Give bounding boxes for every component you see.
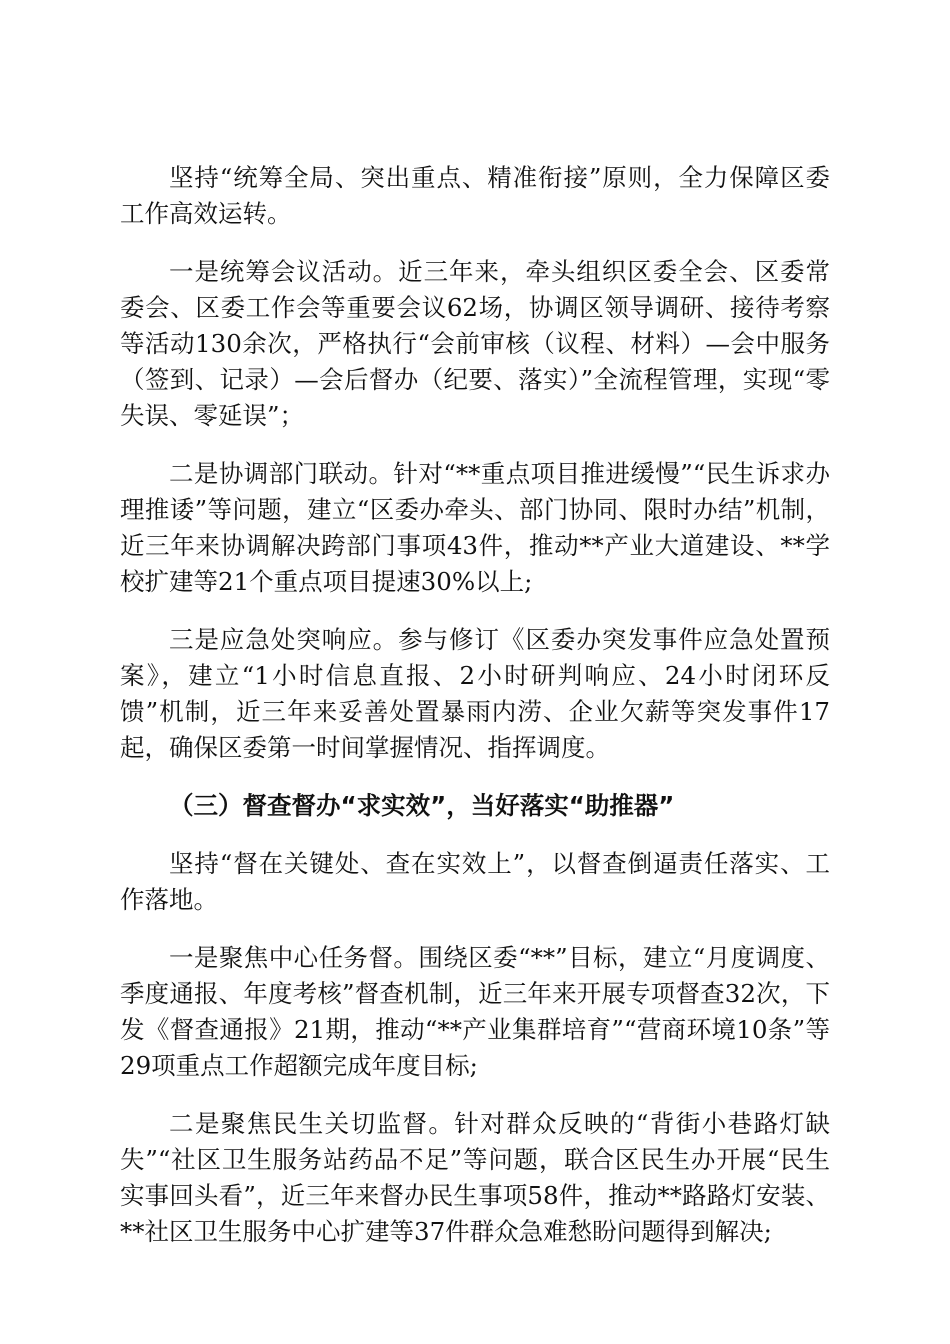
paragraph-principle: 坚持“统筹全局、突出重点、精准衔接”原则，全力保障区委工作高效运转。 bbox=[120, 163, 830, 228]
paragraph-meetings: 一是统筹会议活动。近三年来，牵头组织区委全会、区委常委会、区委工作会等重要会议62场，协调区领导调研、接待考察等活动130余次，严格执行“会前审核（议程、材料）—会中服务（签到、记录）—会后督办（纪要、落实）”全流程管理，实现“零失误、零延误”； bbox=[120, 257, 830, 430]
paragraph-coordination: 二是协调部门联动。针对“**重点项目推进缓慢”“民生诉求办理推诿”等问题，建立“区委办牵头、部门协同、限时办结”机制，近三年来协调解决跨部门事项43件，推动**产业大道建设、**学校扩建等21个重点项目提速30%以上; bbox=[120, 459, 830, 596]
document-page bbox=[120, 160, 830, 1272]
section-heading: （三）督查督办“求实效”，当好落实“助推器” bbox=[169, 791, 675, 820]
paragraph-central-tasks: 一是聚焦中心任务督。围绕区委“**”目标，建立“月度调度、季度通报、年度考核”督查机制，近三年来开展专项督查32次，下发《督查通报》21期，推动“**产业集群培育”“营商环境10条”等29项重点工作超额完成年度目标; bbox=[120, 943, 830, 1080]
paragraph-emergency: 三是应急处突响应。参与修订《区委办突发事件应急处置预案》，建立“1小时信息直报、2小时研判响应、24小时闭环反馈”机制，近三年来妥善处置暴雨内涝、企业欠薪等突发事件17起，确保区委第一时间掌握情况、指挥调度。 bbox=[120, 625, 830, 762]
paragraph-supervision-principle: 坚持“督在关键处、查在实效上”，以督查倒逼责任落实、工作落地。 bbox=[120, 849, 830, 914]
paragraph-livelihood: 二是聚焦民生关切监督。针对群众反映的“背街小巷路灯缺失”“社区卫生服务站药品不足”等问题，联合区民生办开展“民生实事回头看”，近三年来督办民生事项58件，推动**路路灯安装、**社区卫生服务中心扩建等37件群众急难愁盼问题得到解决; bbox=[120, 1109, 830, 1246]
